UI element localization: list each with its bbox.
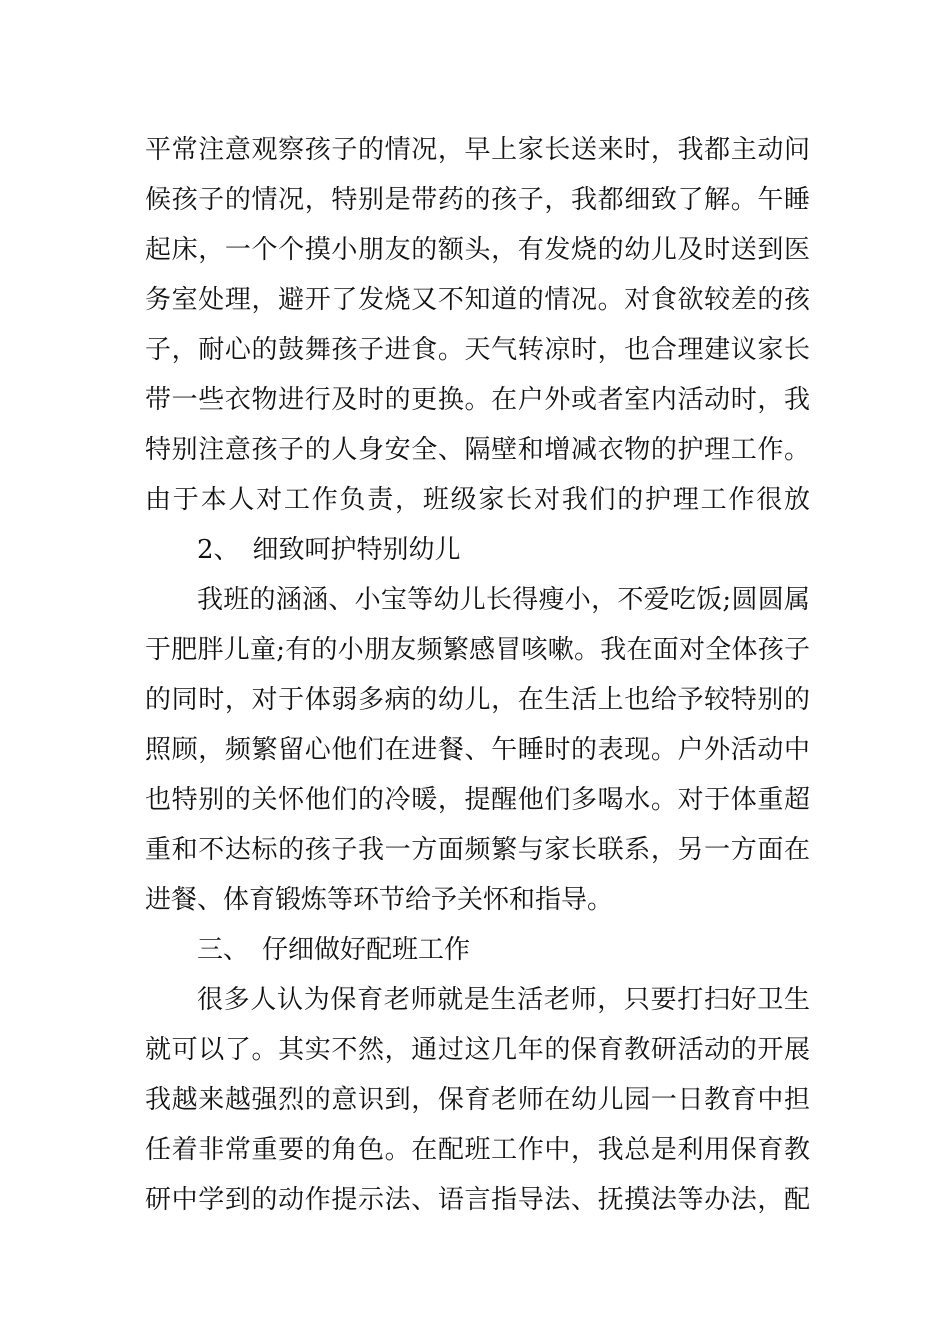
- text-line: 照顾，频繁留心他们在进餐、午睡时的表现。户外活动中: [145, 735, 810, 765]
- text-line: 候孩子的情况，特别是带药的孩子，我都细致了解。午睡: [145, 185, 810, 215]
- text-line: 由于本人对工作负责，班级家长对我们的护理工作很放: [145, 485, 810, 515]
- text-line: 进餐、体育锻炼等环节给予关怀和指导。: [145, 885, 614, 915]
- text-line: 子，耐心的鼓舞孩子进食。天气转凉时，也合理建议家长: [145, 335, 810, 365]
- text-line: 务室处理，避开了发烧又不知道的情况。对食欲较差的孩: [145, 285, 810, 315]
- text-line: 研中学到的动作提示法、语言指导法、抚摸法等办法，配: [145, 1185, 810, 1215]
- text-line: 平常注意观察孩子的情况，早上家长送来时，我都主动问: [145, 135, 810, 165]
- section-heading: 三、 仔细做好配班工作: [197, 935, 471, 965]
- text-line: 任着非常重要的角色。在配班工作中，我总是利用保育教: [145, 1135, 810, 1165]
- body-text: [145, 125, 810, 1225]
- text-line: 很多人认为保育老师就是生活老师，只要打扫好卫生: [197, 985, 810, 1015]
- text-line: 的同时，对于体弱多病的幼儿，在生活上也给予较特别的: [145, 685, 810, 715]
- text-line: 于肥胖儿童;有的小朋友频繁感冒咳嗽。我在面对全体孩子: [145, 635, 810, 665]
- text-line: 也特别的关怀他们的冷暖，提醒他们多喝水。对于体重超: [145, 785, 810, 815]
- text-line: 特别注意孩子的人身安全、隔壁和增减衣物的护理工作。: [145, 435, 810, 465]
- text-line: 我班的涵涵、小宝等幼儿长得瘦小，不爱吃饭;圆圆属: [197, 585, 810, 615]
- text-line: 就可以了。其实不然，通过这几年的保育教研活动的开展: [145, 1035, 810, 1065]
- section-heading: 2、 细致呵护特别幼儿: [197, 535, 461, 565]
- text-line: 重和不达标的孩子我一方面频繁与家长联系，另一方面在: [145, 835, 810, 865]
- text-line: 我越来越强烈的意识到，保育老师在幼儿园一日教育中担: [145, 1085, 810, 1115]
- text-line: 带一些衣物进行及时的更换。在户外或者室内活动时，我: [145, 385, 810, 415]
- text-line: 起床，一个个摸小朋友的额头，有发烧的幼儿及时送到医: [145, 235, 810, 265]
